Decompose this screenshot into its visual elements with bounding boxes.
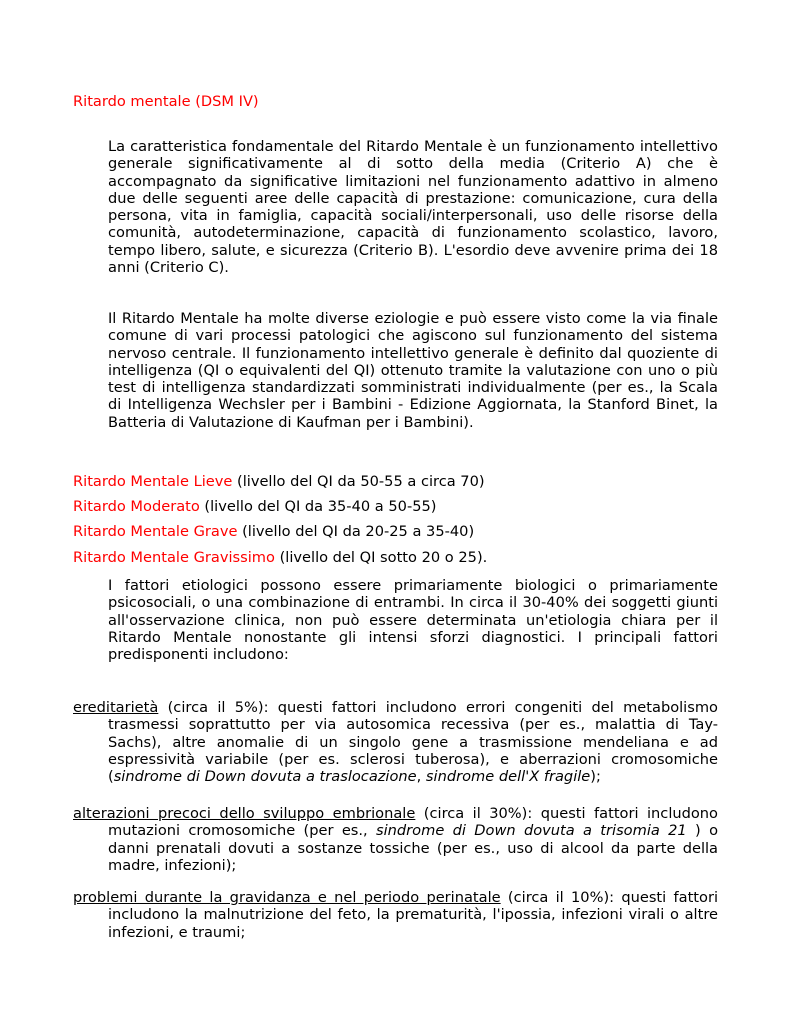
severity-level-name: Ritardo Mentale Grave [73,523,238,540]
severity-level-name: Ritardo Mentale Lieve [73,473,233,490]
severity-level-moderate [73,498,436,515]
severity-level-mild [73,473,485,490]
factor-text: (circa il 30%): questi fattori includono mutazioni cromosomiche (per es., [108,805,718,840]
factor-text: , [416,768,426,786]
severity-level-desc: (livello del QI sotto 20 o 25). [274,549,488,566]
factor-text: (circa il 5%): questi fattori includono errori congeniti del metabolismo trasmessi soprattutto per via autosomica recessiva (per es., malattia di Tay-Sachs), altre anomalie di un singolo gene a trasmissione mendeliana e ad espressività variabile (per es. sclerosi tuberosa), e aberrazioni cromosomiche ( [108,699,718,786]
factor-italic: sindrome di Down dovuta a traslocazione [113,768,417,786]
severity-level-desc: (livello del QI da 50-55 a circa 70) [232,473,485,490]
factor-text: ); [590,768,601,786]
factor-text: ) o danni prenatali dovuti a sostanze tossiche (per es., uso di alcool da parte della madre, infezioni); [108,822,718,874]
factor-italic: sindrome dell'X fragile [425,768,591,786]
severity-level-profound [73,549,487,566]
severity-level-desc: (livello del QI da 35-40 a 50-55) [199,498,437,515]
factor-heredity [73,699,718,785]
severity-level-desc: (livello del QI da 20-25 a 35-40) [237,523,475,540]
paragraph-etiology: Il Ritardo Mentale ha molte diverse eziologie e può essere visto come la via finale comune di vari processi patologici che agiscono sul funzionamento del sistema nervoso centrale. Il funzionamento intellettivo generale è definito dal quoziente di intelligenza (QI o equivalenti del QI) ottenuto tramite la valutazione con uno o più test di intelligenza standardizzati somministrati individualmente (per es., la Scala di Intelligenza Wechsler per i Bambini - Edizione Aggiornata, la Stanford Binet, la Batteria di Valutazione di Kaufman per i Bambini). [108,310,718,431]
factor-perinatal [73,889,718,941]
severity-level-name: Ritardo Moderato [73,498,200,515]
severity-level-severe [73,523,474,540]
paragraph-factors-intro: I fattori etiologici possono essere primariamente biologici o primariamente psicosociali, o una combinazione di entrambi. In circa il 30-40% dei soggetti giunti all'osservazione clinica, non può essere determinata un'etiologia chiara per il Ritardo Mentale nonostante gli intensi sforzi diagnostici. I principali fattori predisponenti includono: [108,577,718,664]
factor-embryonic [73,805,718,874]
page-title: Ritardo mentale (DSM IV) [73,93,259,110]
severity-level-name: Ritardo Mentale Gravissimo [73,549,275,566]
factor-term: alterazioni precoci dello sviluppo embrionale [73,805,416,822]
factor-italic: sindrome di Down dovuta a trisomia 21 [376,822,687,840]
factor-term: ereditarietà [73,699,159,716]
paragraph-definition: La caratteristica fondamentale del Ritardo Mentale è un funzionamento intellettivo generale significativamente al di sotto della media (Criterio A) che è accompagnato da significative limitazioni nel funzionamento adattivo in almeno due delle seguenti aree delle capacità di prestazione: comunicazione, cura della persona, vita in famiglia, capacità sociali/interpersonali, uso delle risorse della comunità, autodeterminazione, capacità di funzionamento scolastico, lavoro, tempo libero, salute, e sicurezza (Criterio B). L'esordio deve avvenire prima dei 18 anni (Criterio C). [108,138,718,277]
factor-term: problemi durante la gravidanza e nel periodo perinatale [73,889,501,906]
factor-text: (circa il 10%): questi fattori includono la malnutrizione del feto, la prematurità, l'ipossia, infezioni virali o altre infezioni, e traumi; [108,889,718,941]
